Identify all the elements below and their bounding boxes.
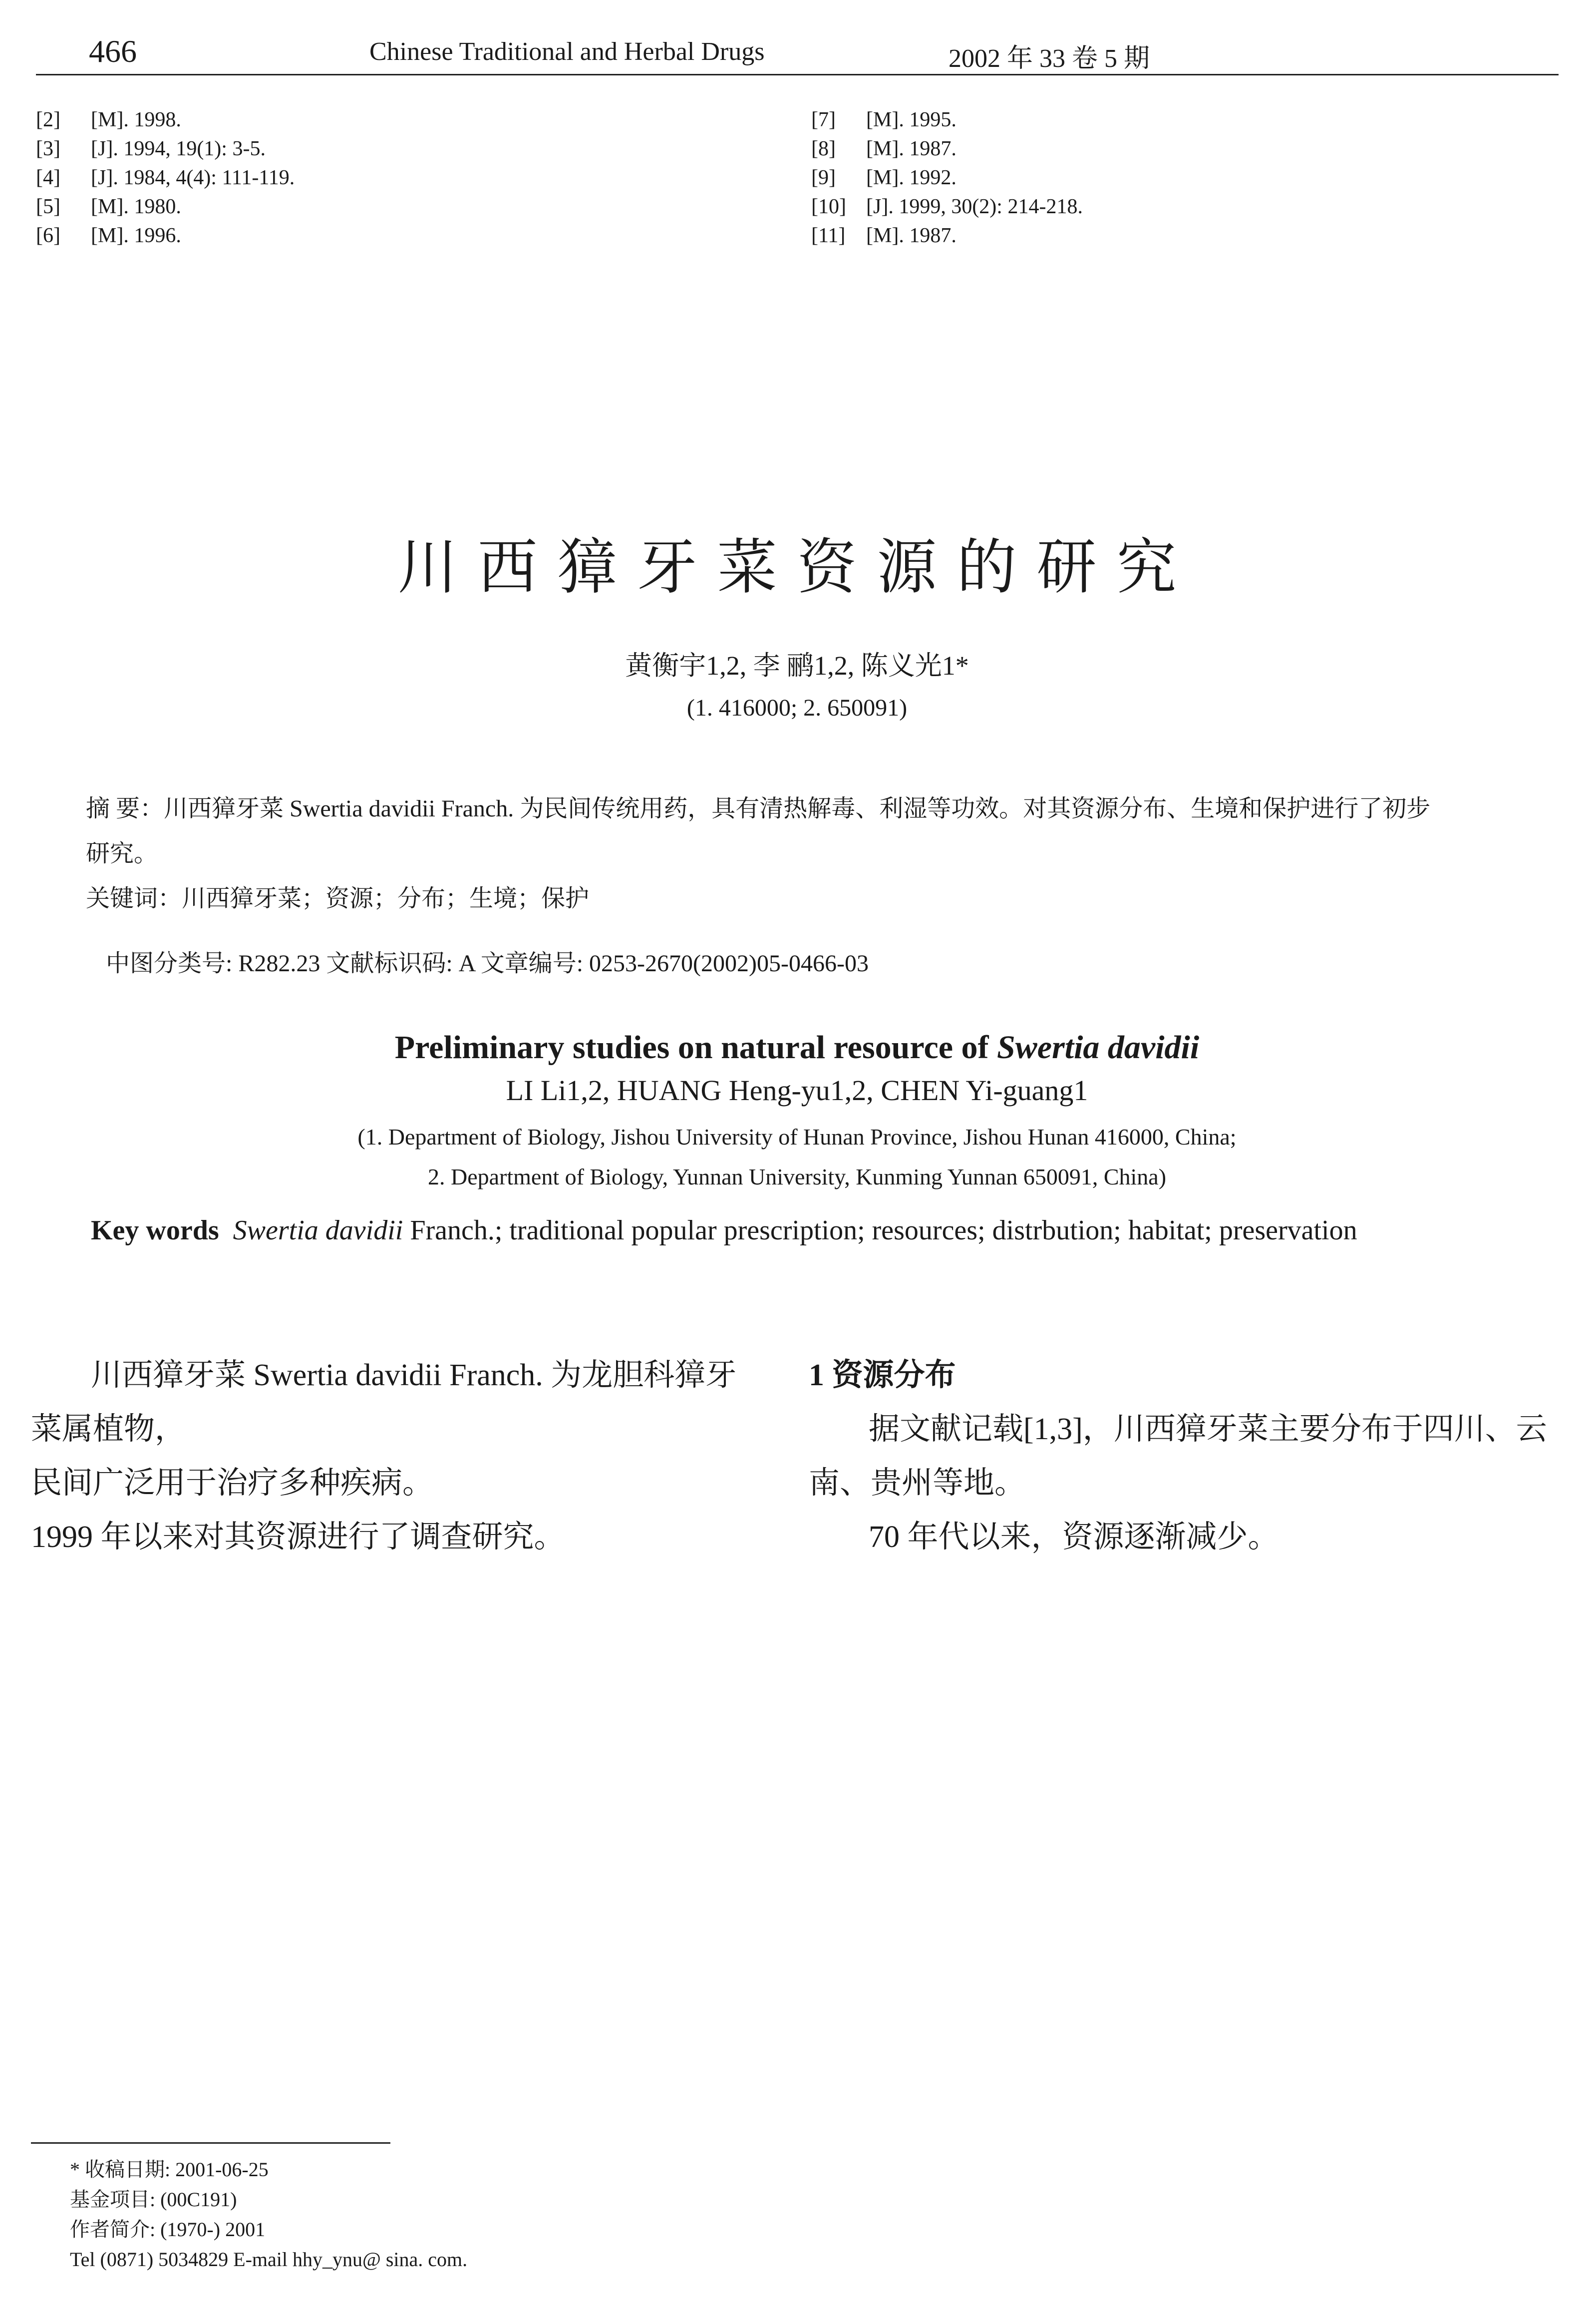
reference-item: [8] [M]. 1987. — [811, 137, 956, 160]
page-number: 466 — [89, 33, 137, 69]
section-heading: 1 资源分布 — [809, 1358, 956, 1392]
body-paragraph: 据文献记载[1,3]，川西獐牙菜主要分布于四川、云南、贵州等地。 — [809, 1412, 1547, 1500]
running-header — [0, 30, 1594, 73]
footnote-fund: 基金项目: (00C191) — [70, 2188, 237, 2211]
body-right-column — [809, 1348, 1548, 1564]
footnote-rule — [31, 2142, 390, 2144]
title-cn: 川西獐牙菜资源的研究 — [397, 534, 1197, 601]
journal-name: Chinese Traditional and Herbal Drugs — [369, 37, 765, 66]
keywords-en: Key words Swertia davidii Franch.; traditional popular prescription; resources; distrbution; habitat; preservation — [91, 1215, 1357, 1246]
footnote-contact: Tel (0871) 5034829 E-mail hhy_ynu@ sina. com. — [70, 2248, 468, 2271]
reference-item: [6] [M]. 1996. — [36, 224, 181, 247]
affiliation-cn: (1. 416000; 2. 650091) — [686, 695, 908, 721]
reference-item: [2] [M]. 1998. — [36, 108, 181, 131]
body-left-column — [31, 1348, 750, 1564]
references-right — [811, 106, 1550, 251]
reference-item: [10] [J]. 1999, 30(2): 214-218. — [811, 195, 1083, 218]
references-left — [36, 106, 755, 251]
reference-item: [11] [M]. 1987. — [811, 224, 956, 247]
body-paragraph: 川西獐牙菜 Swertia davidii Franch. 为龙胆科獐牙菜属植物， — [31, 1358, 737, 1446]
reference-item: [4] [J]. 1984, 4(4): 111-119. — [36, 166, 295, 189]
body-paragraph: 1999 年以来对其资源进行了调查研究。 — [31, 1520, 565, 1554]
abstract-cn — [86, 786, 1444, 921]
header-rule — [36, 74, 1559, 75]
footnote-author: 作者简介: (1970-) 2001 — [70, 2218, 266, 2241]
affiliation-en-2: 2. Department of Biology, Yunnan University, Kunming Yunnan 650091, China) — [427, 1164, 1167, 1189]
body-paragraph: 70 年代以来，资源逐渐减少。 — [869, 1520, 1279, 1554]
reference-item: [7] [M]. 1995. — [811, 108, 956, 131]
reference-item: [5] [M]. 1980. — [36, 195, 181, 218]
keywords-cn: 关键词：川西獐牙菜；资源；分布；生境；保护 — [86, 885, 590, 912]
issue-info: 2002 年 33 卷 5 期 — [949, 44, 1150, 73]
affiliation-en-1: (1. Department of Biology, Jishou University of Hunan Province, Jishou Hunan 416000, China; — [357, 1124, 1237, 1150]
authors-en: LI Li1,2, HUANG Heng-yu1,2, CHEN Yi-guang1 — [506, 1074, 1088, 1107]
title-en: Preliminary studies on natural resource of Swertia davidii — [394, 1029, 1200, 1066]
authors-cn: 黄衡宇1,2, 李 鹂1,2, 陈义光1* — [625, 651, 969, 681]
footnote-received: * 收稿日期: 2001-06-25 — [70, 2158, 269, 2181]
body-paragraph: 民间广泛用于治疗多种疾病。 — [31, 1466, 434, 1500]
reference-item: [9] [M]. 1992. — [811, 166, 956, 189]
abstract-cn-text: 摘 要：川西獐牙菜 Swertia davidii Franch. 为民间传统用药，具有清热解毒、利湿等功效。对其资源分布、生境和保护进行了初步研究。 — [86, 795, 1431, 867]
classification-line: 中图分类号: R282.23 文献标识码: A 文章编号: 0253-2670(2002)05-0466-03 — [106, 950, 869, 977]
reference-item: [3] [J]. 1994, 19(1): 3-5. — [36, 137, 266, 160]
